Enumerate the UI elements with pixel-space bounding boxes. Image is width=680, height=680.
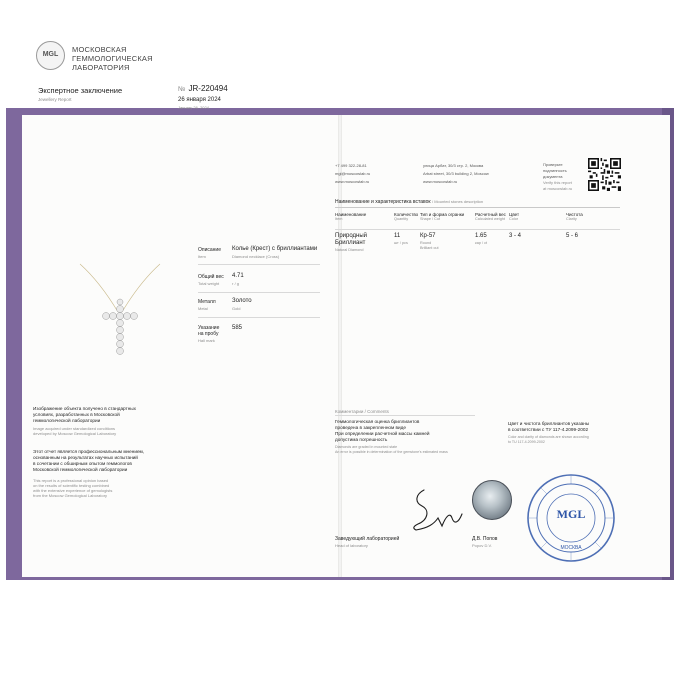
opinion-note-en-line: on the results of scientific testing combined <box>33 483 110 488</box>
lab-address-ru: улица Арбат, 30/3 стр. 2, Москва <box>423 163 484 168</box>
signature <box>408 484 466 536</box>
stone-weight <box>475 233 487 247</box>
stones-title-ru: Наименование и характеристика вставок <box>335 199 431 205</box>
stone-item <box>335 233 367 254</box>
image-note-ru-line: геммологической лаборатории <box>33 418 101 423</box>
description-label-en: Item <box>198 254 206 259</box>
qr-code[interactable] <box>588 158 621 191</box>
weight-value: 4.71 <box>232 273 244 279</box>
standard-en-line: Color and clarity of diamonds are shown according <box>508 435 589 439</box>
verify-note-line: документа <box>543 174 563 179</box>
header-color-ru: Цвет <box>509 212 520 217</box>
report-number-label: № <box>178 86 186 93</box>
stone-item-line1: Природный <box>335 233 368 239</box>
hallmark-label <box>198 325 219 337</box>
stone-cut-en-line2: Brilliant cut <box>420 246 439 250</box>
comment-ru-line: допустима погрешность <box>335 437 388 442</box>
description-label: Описание <box>198 247 222 253</box>
image-note-en <box>33 426 116 436</box>
verify-note-en-line: Verify this report <box>543 180 572 185</box>
stones-section-title <box>335 199 483 205</box>
header-clarity <box>566 212 583 221</box>
lab-phone: +7 499 322-28-81 <box>335 163 367 168</box>
weight-unit: г / g <box>232 281 240 286</box>
header-cut <box>420 212 464 221</box>
hologram-sticker <box>472 480 512 520</box>
metal-label-en: Metal <box>198 306 208 311</box>
stone-clarity: 5 - 6 <box>566 233 579 239</box>
row-divider <box>198 264 320 265</box>
description-value: Колье (Крест) с бриллиантами <box>232 246 318 252</box>
stone-weight-value: 1.65 <box>475 233 487 239</box>
opinion-note-ru <box>33 449 144 473</box>
opinion-note-en <box>33 478 112 498</box>
opinion-note-en-line: from the Moscow Gemological Laboratory <box>33 493 108 498</box>
comment-ru-line: При определении расчетной массы камней <box>335 431 430 436</box>
lab-website: www.moscowlab.ru <box>335 179 370 184</box>
header-item-en: Item <box>335 217 343 221</box>
header-color <box>509 212 519 221</box>
metal-value: Золото <box>232 298 252 304</box>
row-divider <box>198 317 320 318</box>
opinion-note-ru-line: Московской геммологической лаборатории <box>33 467 128 472</box>
image-note-en-line: Image acquired under standardized conditions <box>33 426 116 431</box>
weight-label-en: Total weight <box>198 281 220 286</box>
lab-email: mgl@moscowlab.ru <box>335 171 371 176</box>
verify-note-en-line: at moscowlab.ru <box>543 186 573 191</box>
table-divider <box>335 229 620 230</box>
stone-cut <box>420 233 439 252</box>
head-of-lab-title: Заведующий лабораторией <box>335 536 400 542</box>
stones-title-en: / Mounted stones description <box>431 199 484 204</box>
report-title: Экспертное заключение <box>38 86 123 95</box>
stone-cut-en-line1: Round <box>420 241 432 245</box>
logo-abbr: MGL <box>42 51 59 58</box>
stone-quantity-unit: шт / pcs <box>394 241 408 245</box>
header-quantity-en: Quantity <box>394 217 409 221</box>
hallmark-label-line1: Указание <box>198 325 220 331</box>
opinion-note-ru-line: Этот отчет является профессиональным мнением, <box>33 449 145 454</box>
comment-ru-line: проведена в закрепленном виде <box>335 425 406 430</box>
verify-note-line: подлинность <box>543 168 567 173</box>
section-divider <box>335 207 620 208</box>
lab-contacts <box>335 162 370 186</box>
image-note-en-line: developed by Moscow Gemological Laboratory <box>33 431 117 436</box>
stone-weight-unit: кар / ct <box>475 241 488 245</box>
verify-note <box>543 162 572 192</box>
stone-item-line2: Бриллиант <box>335 240 366 246</box>
header-clarity-en: Clarity <box>566 217 577 221</box>
standard-ru-line: Цвет и чистота бриллиантов указаны <box>508 421 590 426</box>
stone-item-en: Natural Diamond <box>335 248 364 252</box>
head-of-lab-name: Д.В. Попов <box>472 536 498 542</box>
description-value-en: Diamond necklace (Cross) <box>232 254 280 259</box>
stone-quantity <box>394 233 408 247</box>
hallmark-label-line2: на пробу <box>198 331 219 337</box>
cross-necklace-image <box>60 262 180 372</box>
lab-name-line3: ЛАБОРАТОРИЯ <box>72 63 130 72</box>
mgl-logo-emblem <box>36 41 65 70</box>
hallmark-label-en: Hall mark <box>198 338 215 343</box>
image-note-ru-line: Изображение объекта получено в стандартных <box>33 406 136 411</box>
report-number <box>178 84 228 93</box>
metal-label: Металл <box>198 299 216 305</box>
header-weight <box>475 212 506 221</box>
comment-en-line: An error is possible in determination of the gemstone's estimated mass <box>335 450 448 454</box>
lab-address-en: Arbat street, 30/3 building 2, Moscow <box>423 171 489 176</box>
header-color-en: Color <box>509 217 519 221</box>
report-title-en: Jewellery Report <box>38 97 72 102</box>
header-cut-ru: Тип и форма огранки <box>420 212 465 217</box>
header-weight-en: Calculated weight <box>475 217 505 221</box>
header-weight-ru: Расчетный вес <box>475 212 506 217</box>
comments-title: Комментарии / Comments <box>335 409 389 414</box>
stamp-abbr: MGL <box>556 507 586 521</box>
header-clarity-ru: Чистота <box>566 212 583 217</box>
image-note-ru <box>33 406 136 424</box>
stone-quantity-value: 11 <box>394 233 401 239</box>
comments-en <box>335 445 448 455</box>
report-date: 26 января 2024 <box>178 97 221 103</box>
comments-divider <box>335 415 475 416</box>
metal-value-en: Gold <box>232 306 241 311</box>
image-note-ru-line: условиях, разработанных в Московской <box>33 412 120 417</box>
standard-ru-line: в соответствии с ТУ 117-4.2099-2002 <box>508 427 589 432</box>
comment-ru-line: Геммологическая оценка бриллиантов <box>335 419 420 424</box>
standard-en-line: to TU 117-4.2099-2002 <box>508 440 545 444</box>
row-divider <box>198 292 320 293</box>
stone-color: 3 - 4 <box>509 233 522 239</box>
stamp-city: МОСКВА <box>560 545 582 551</box>
verify-note-line: Проверьте <box>543 162 563 167</box>
lab-address <box>423 162 489 186</box>
header-quantity-ru: Количество <box>394 212 419 217</box>
report-number-value: JR-220494 <box>188 84 228 93</box>
header-item <box>335 212 366 221</box>
header-item-ru: Наименование <box>335 212 367 217</box>
comments-ru <box>335 419 429 443</box>
opinion-note-ru-line: основанным на результатах научных испытаний <box>33 455 138 460</box>
comment-en-line: Diamonds are graded in mounted state <box>335 445 398 449</box>
lab-website-2: www.moscowlab.ru <box>423 179 458 184</box>
weight-label: Общий вес <box>198 274 224 280</box>
grading-standard-en <box>508 435 589 445</box>
header-cut-en: Shape / Cut <box>420 217 441 221</box>
stone-cut-value: Кр-57 <box>420 233 436 239</box>
head-of-lab-name-en: Popov D.V. <box>472 543 492 548</box>
grading-standard-ru <box>508 421 589 433</box>
lab-name <box>72 45 153 72</box>
head-of-lab-title-en: Head of laboratory <box>335 543 368 548</box>
opinion-note-en-line: This report is a professional opinion based <box>33 478 109 483</box>
lab-name-line1: МОСКОВСКАЯ <box>72 45 127 54</box>
header-quantity <box>394 212 418 221</box>
report-date-en: January 26, 2024 <box>178 105 209 110</box>
opinion-note-en-line: with the extensive experience of gemologists <box>33 488 113 493</box>
opinion-note-ru-line: в сочетании с обширным опытом геммологов <box>33 461 132 466</box>
lab-name-line2: ГЕММОЛОГИЧЕСКАЯ <box>72 54 153 63</box>
hallmark-value: 585 <box>232 325 243 331</box>
lab-stamp <box>526 473 616 563</box>
